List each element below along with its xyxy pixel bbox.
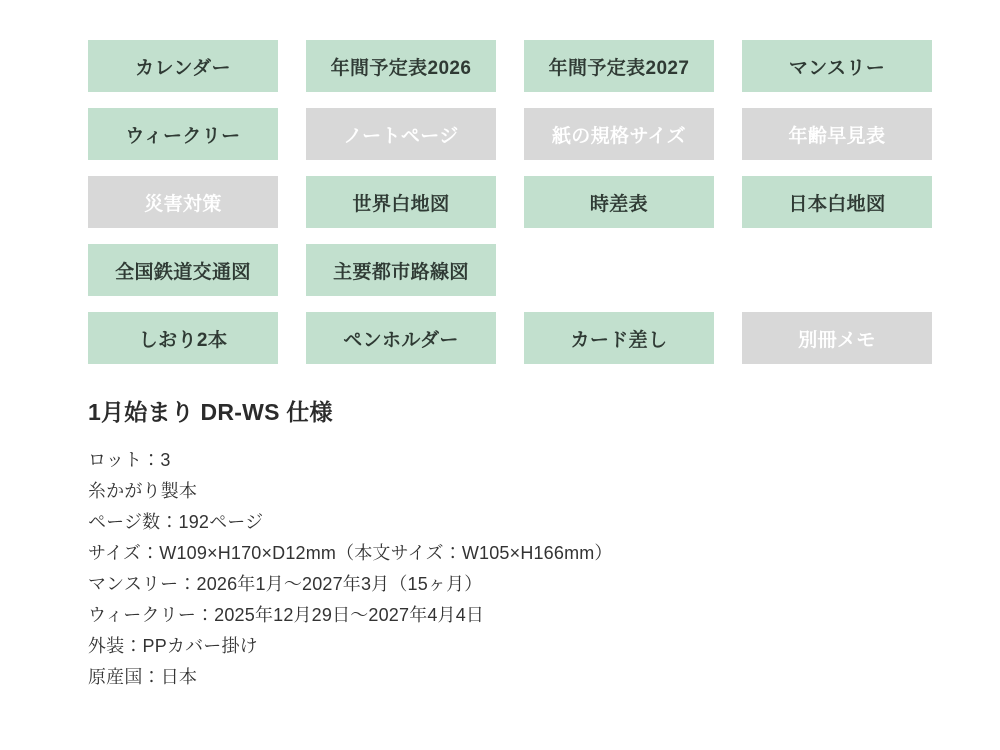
feature-chip-label: カレンダー (135, 57, 231, 79)
spec-item: ページ数：192ページ (88, 511, 264, 532)
feature-chip-label: しおり2本 (138, 329, 228, 351)
feature-chip (88, 108, 278, 160)
feature-chip-label: 年齢早見表 (788, 125, 886, 147)
feature-chip (306, 244, 496, 296)
feature-chip (742, 176, 932, 228)
feature-chip-label: 主要都市路線図 (333, 261, 469, 283)
feature-chip-label: ウィークリー (125, 125, 241, 147)
feature-chip-grid (88, 40, 912, 364)
spec-title: 1月始まり DR-WS 仕様 (88, 399, 333, 425)
feature-chip (524, 40, 714, 92)
spec-item: 糸かがり製本 (88, 480, 198, 501)
feature-chip-label: ノートページ (343, 125, 459, 147)
feature-chip (88, 312, 278, 364)
feature-chip-empty (524, 244, 714, 296)
feature-chip (742, 40, 932, 92)
feature-chip (524, 108, 714, 160)
feature-chip-label: 紙の規格サイズ (551, 125, 687, 147)
feature-chip-label: カード差し (570, 329, 668, 351)
spec-item: 原産国：日本 (88, 666, 198, 687)
feature-chip (306, 312, 496, 364)
feature-chip-label: 時差表 (589, 193, 649, 215)
spec-list (88, 445, 912, 693)
feature-chip-label: 日本白地図 (788, 193, 886, 215)
feature-chip (88, 244, 278, 296)
feature-chip-label: 災害対策 (144, 193, 222, 215)
feature-chip (524, 312, 714, 364)
feature-chip-empty (742, 244, 932, 296)
feature-chip (742, 108, 932, 160)
feature-chip-label: 全国鉄道交通図 (115, 261, 251, 283)
feature-chip-label: ペンホルダー (343, 329, 459, 351)
feature-chip-label: 年間予定表2026 (330, 57, 472, 79)
feature-chip (742, 312, 932, 364)
spec-item: サイズ：W109×H170×D12mm（本文サイズ：W105×H166mm） (88, 542, 613, 563)
feature-chip (88, 40, 278, 92)
spec-section (88, 394, 912, 693)
feature-chip (306, 108, 496, 160)
spec-item: ロット：3 (88, 450, 171, 470)
feature-chip-label: マンスリー (788, 57, 886, 79)
feature-chip-label: 年間予定表2027 (548, 57, 690, 79)
spec-item: ウィークリー：2025年12月29日〜2027年4月4日 (88, 604, 485, 625)
spec-item: 外装：PPカバー掛け (88, 635, 258, 656)
feature-chip (306, 176, 496, 228)
spec-item: マンスリー：2026年1月〜2027年3月（15ヶ月） (88, 573, 483, 594)
feature-chip (524, 176, 714, 228)
feature-chip-label: 世界白地図 (352, 193, 450, 215)
feature-chip (306, 40, 496, 92)
feature-chip-label: 別冊メモ (798, 329, 876, 351)
feature-chip (88, 176, 278, 228)
